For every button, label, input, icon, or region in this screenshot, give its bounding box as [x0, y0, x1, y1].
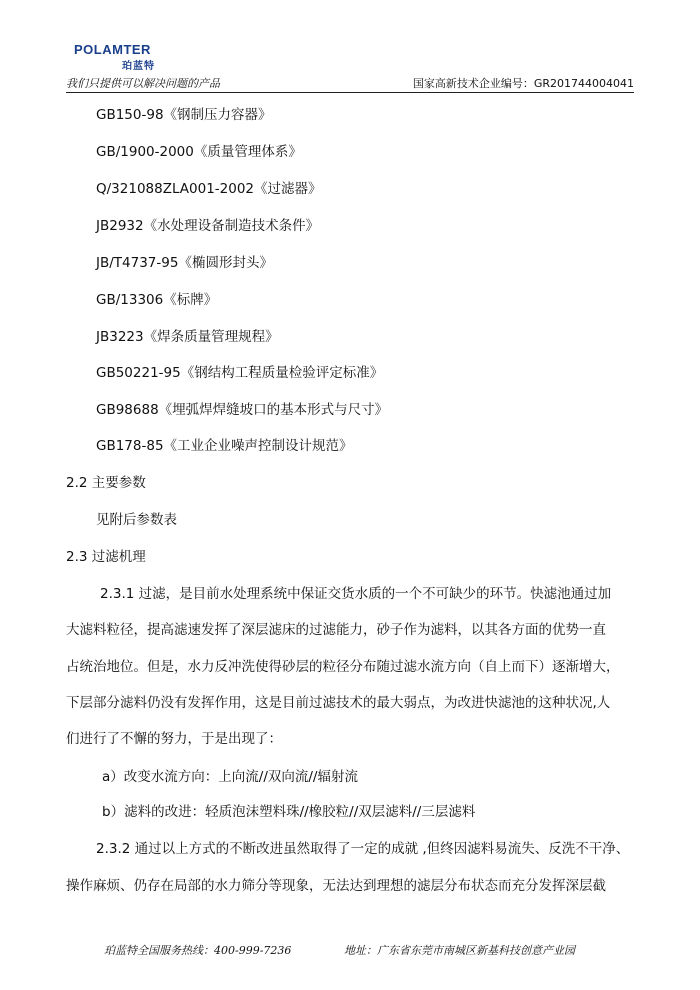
standard-item: JB3223《焊条质量管理规程》 [96, 329, 279, 345]
header-cert-number: 国家高新技术企业编号：GR201744004041 [412, 77, 634, 90]
paragraph-line: 下层部分滤料仍没有发挥作用，这是目前过滤技术的最大弱点，为改进快滤池的这种状况,人 [66, 695, 611, 711]
standard-item: GB150-98《钢制压力容器》 [96, 107, 272, 123]
list-item: a）改变水流方向：上向流//双向流//辐射流 [102, 769, 358, 785]
logo-text: POLAMTER [74, 42, 151, 57]
list-item: b）滤料的改进：轻质泡沫塑料珠//橡胶粒//双层滤料//三层滤料 [102, 804, 476, 820]
page-header [66, 75, 634, 91]
paragraph-line: 2.3.1 过滤，是目前水处理系统中保证交货水质的一个不可缺少的环节。快滤池通过加 [100, 586, 612, 602]
section-heading: 2.2 主要参数 [66, 475, 146, 491]
paragraph-line: 们进行了不懈的努力，于是出现了： [66, 731, 282, 747]
footer-address: 地址：广东省东莞市南城区新基科技创意产业园 [344, 944, 575, 957]
paragraph-line: 2.3.2 通过以上方式的不断改进虽然取得了一定的成就 ,但终因滤料易流失、反洗不干净、 [96, 841, 630, 857]
standard-item: Q/321088ZLA001-2002《过滤器》 [96, 181, 322, 197]
section-heading: 2.3 过滤机理 [66, 549, 146, 565]
standard-item: GB98688《埋弧焊焊缝坡口的基本形式与尺寸》 [96, 402, 389, 418]
standard-item: GB/1900-2000《质量管理体系》 [96, 144, 302, 160]
standard-item: GB50221-95《钢结构工程质量检验评定标准》 [96, 365, 384, 381]
company-logo [74, 42, 174, 78]
section-text: 见附后参数表 [96, 512, 177, 528]
standard-item: JB/T4737-95《椭圆形封头》 [96, 255, 273, 271]
paragraph-line: 占统治地位。但是，水力反冲洗使得砂层的粒径分布随过滤水流方向（自上而下）逐渐增大， [66, 659, 620, 675]
header-divider [66, 92, 634, 93]
standard-item: GB178-85《工业企业噪声控制设计规范》 [96, 438, 353, 454]
paragraph-line: 大滤料粒径，提高滤速发挥了深层滤床的过滤能力，砂子作为滤料，以其各方面的优势一直 [66, 622, 606, 638]
standard-item: GB/13306《标牌》 [96, 292, 218, 308]
footer-hotline: 珀蓝特全国服务热线：400-999-7236 [104, 944, 292, 957]
paragraph-line: 操作麻烦、仍存在局部的水力筛分等现象，无法达到理想的滤层分布状态而充分发挥深层截 [66, 878, 606, 894]
header-slogan: 我们只提供可以解决问题的产品 [66, 77, 220, 90]
standard-item: JB2932《水处理设备制造技术条件》 [96, 218, 320, 234]
logo-cn-text: 珀蓝特 [122, 61, 155, 72]
